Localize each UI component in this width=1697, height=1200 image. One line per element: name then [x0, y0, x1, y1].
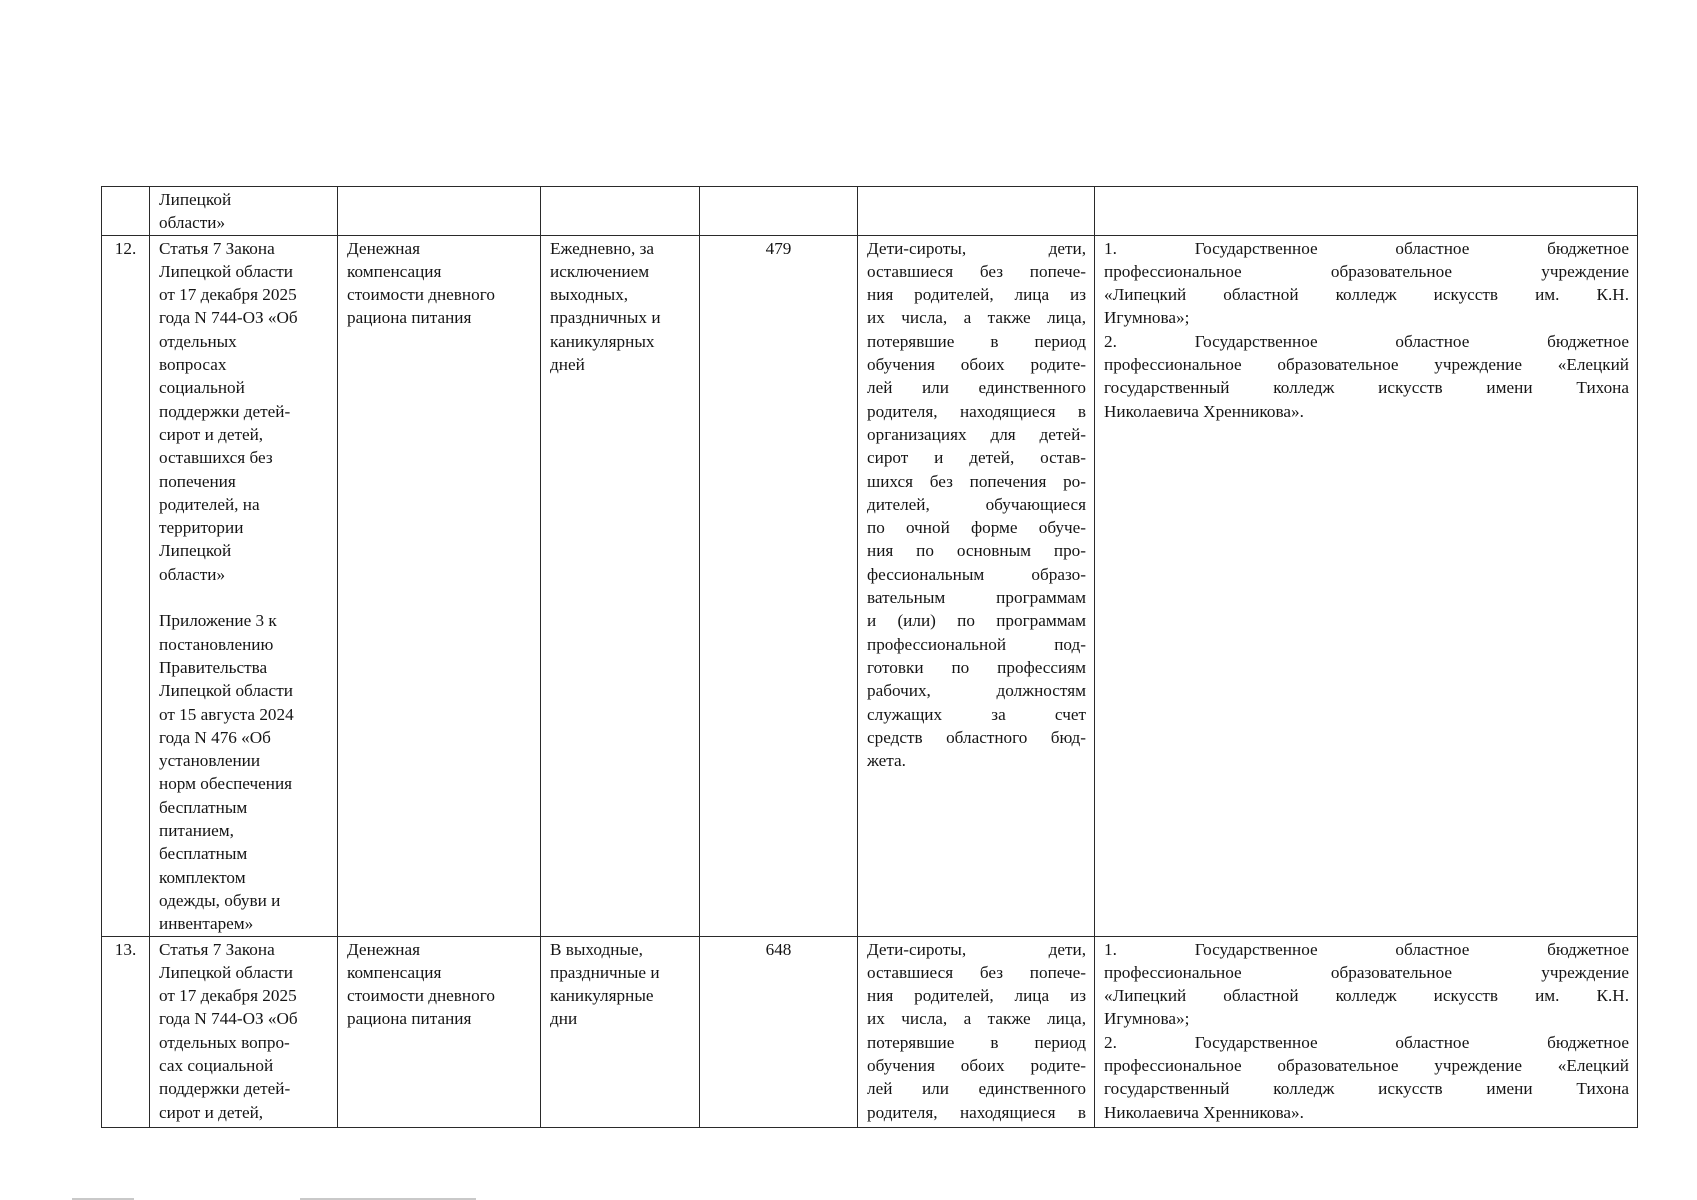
- legal-basis-text: Липецкой области»: [159, 190, 232, 233]
- cell-measure: [338, 235, 541, 936]
- cell-period: [541, 936, 700, 1127]
- cell-amount: [700, 235, 858, 936]
- cell-number: [102, 936, 150, 1127]
- cell-period: [541, 235, 700, 936]
- cell-measure: [338, 936, 541, 1127]
- cell-recipients: [858, 235, 1095, 936]
- period-text: В выходные, праздничные и каникулярные дни: [550, 939, 660, 1029]
- cell-legal-basis: [150, 235, 338, 936]
- table-row: [102, 235, 1638, 936]
- recipients-text: Дети-сироты, дети, оставшиеся без попече- ния родителей, лица из их числа, а также лица, потерявшие в период обучения обоих родите- лей или единственного родителя, находящиеся в: [867, 939, 1086, 1122]
- cell-period: [541, 187, 700, 236]
- measure-text: Денежная компенсация стоимости дневного рациона питания: [347, 238, 495, 328]
- organizations-text: 1. Государственное областное бюджетное профессиональное образовательное учреждение «Липецкий областной колледж искусств им. К.Н. Игумнова»; 2. Государственное областное бюджетное профессиональное образовательное учреждение «Елецкий государственный колледж искусств имени Тихона Николаевича Хренникова».: [1104, 939, 1629, 1122]
- cell-legal-basis: [150, 936, 338, 1127]
- cell-number: [102, 187, 150, 236]
- amount-value: 648: [765, 939, 792, 959]
- amount-value: 479: [765, 238, 792, 258]
- cell-organizations: [1095, 187, 1638, 236]
- benefits-table: [101, 186, 1638, 1128]
- legal-basis-text: Статья 7 Закона Липецкой области от 17 декабря 2025 года N 744-ОЗ «Об отдельных вопросах социальной поддержки детей- сирот и детей, оставшихся без попечения родителей, на территории Липецкой области» Приложение 3 к постановлению Правительства Липецкой области от 15 августа 2024 года N 476 «Об установлении норм обеспечения бесплатным питанием, бесплатным комплектом одежды, обуви и инвентарем»: [150, 236, 337, 936]
- cell-number: [102, 235, 150, 936]
- cell-amount: [700, 187, 858, 236]
- period-text: Ежедневно, за исключением выходных, праздничных и каникулярных дней: [550, 238, 661, 375]
- legal-basis-text: Статья 7 Закона Липецкой области от 17 декабря 2025 года N 744-ОЗ «Об отдельных вопро- сах социальной поддержки детей- сирот и детей,: [159, 939, 298, 1122]
- cell-amount: [700, 936, 858, 1127]
- recipients-text: Дети-сироты, дети, оставшиеся без попече- ния родителей, лица из их числа, а также лица, потерявшие в период обучения обоих родите- лей или единственного родителя, находящиеся в организациях для детей- сирот и детей, остав- шихся без попечения ро- дителей, обучающиеся по очной форме обуче- ния по основным про- фессиональным образо- вательным программам и (или) по программам профессиональной под- готовки по профессиям рабочих, должностям служащих за счет средств областного бюд- жета.: [867, 238, 1086, 771]
- table-row-continuation: [102, 187, 1638, 236]
- row-number: 12.: [114, 238, 137, 258]
- cell-recipients: [858, 187, 1095, 236]
- cell-organizations: [1095, 235, 1638, 936]
- cell-legal-basis: [150, 187, 338, 236]
- measure-text: Денежная компенсация стоимости дневного рациона питания: [347, 939, 495, 1029]
- cell-organizations: [1095, 936, 1638, 1127]
- cell-measure: [338, 187, 541, 236]
- paragraph-gap: [159, 586, 329, 609]
- organizations-text: 1. Государственное областное бюджетное профессиональное образовательное учреждение «Липецкий областной колледж искусств им. К.Н. Игумнова»; 2. Государственное областное бюджетное профессиональное образовательное учреждение «Елецкий государственный колледж искусств имени Тихона Николаевича Хренникова».: [1104, 238, 1629, 421]
- cell-recipients: [858, 936, 1095, 1127]
- row-number: 13.: [114, 939, 137, 959]
- table-row: [102, 936, 1638, 1127]
